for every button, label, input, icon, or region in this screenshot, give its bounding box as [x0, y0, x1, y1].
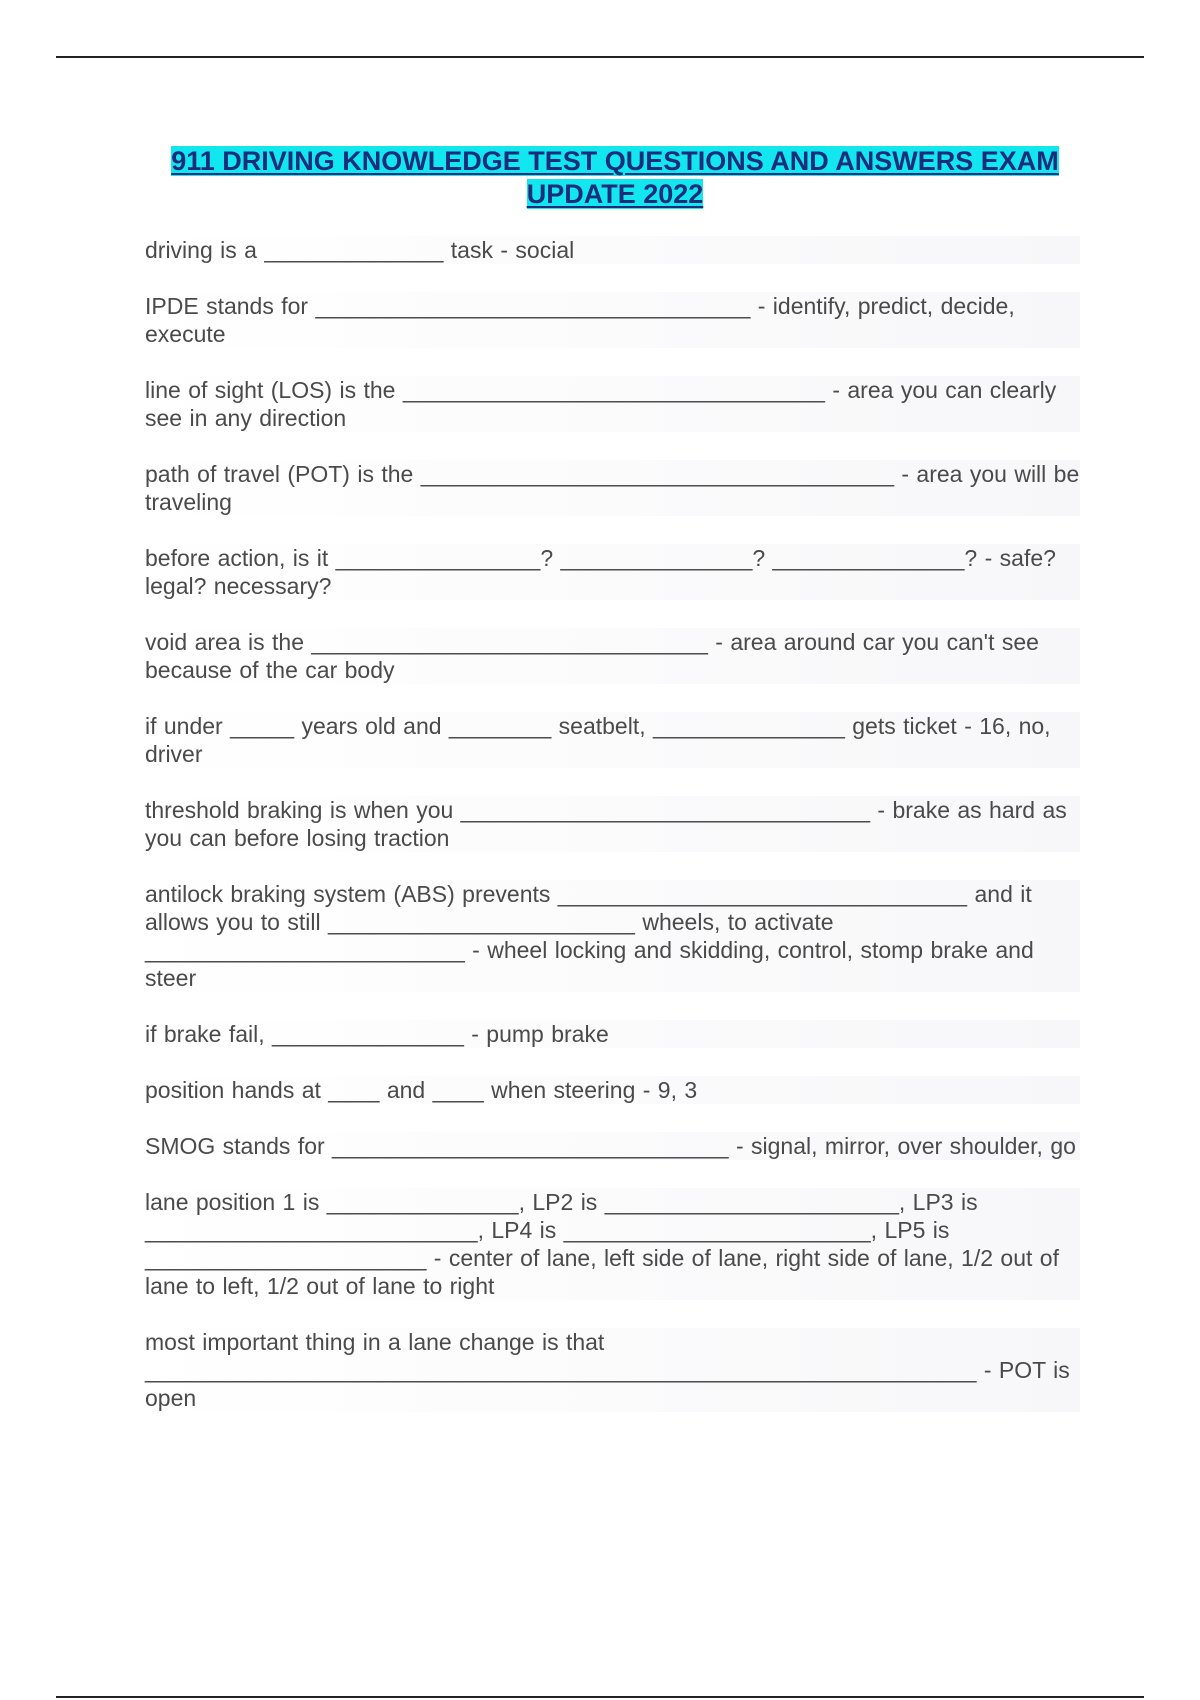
question-item: before action, is it ________________? _______________? _______________? - safe? legal? necessary?	[145, 544, 1080, 600]
question-item: if under _____ years old and ________ seatbelt, _______________ gets ticket - 16, no, driver	[145, 712, 1080, 768]
bottom-rule	[56, 1696, 1144, 1698]
question-item: IPDE stands for __________________________________ - identify, predict, decide, execute	[145, 292, 1080, 348]
question-item: driving is a ______________ task - social	[145, 236, 1080, 264]
question-item: path of travel (POT) is the _____________________________________ - area you will be traveling	[145, 461, 1080, 515]
top-rule	[56, 56, 1144, 58]
question-item: line of sight (LOS) is the _________________________________ - area you can clearly see in any direction	[145, 376, 1080, 432]
question-list	[145, 236, 1080, 1440]
question-item: antilock braking system (ABS) prevents ________________________________ and it allows you to still ________________________ wheels, to activate _________________________ - wheel locking and skidding, control, stomp brake and steer	[145, 880, 1080, 992]
question-item: void area is the _______________________________ - area around car you can't see because of the car body	[145, 628, 1080, 684]
question-item: lane position 1 is _______________, LP2 is _______________________, LP3 is __________________________, LP4 is ________________________, LP5 is ______________________ - center of lane, left side of lane, right side of lane, 1/2 out of lane to left, 1/2 out of lane to right	[145, 1188, 1080, 1300]
document-title-text: 911 DRIVING KNOWLEDGE TEST QUESTIONS AND ANSWERS EXAM UPDATE 2022	[171, 146, 1059, 209]
question-item: if brake fail, _______________ - pump brake	[145, 1020, 1080, 1048]
question-item: position hands at ____ and ____ when steering - 9, 3	[145, 1076, 1080, 1104]
question-item: SMOG stands for _______________________________ - signal, mirror, over shoulder, go	[145, 1132, 1080, 1160]
question-item: most important thing in a lane change is that _________________________________________________________________ - POT is open	[145, 1328, 1080, 1412]
question-item: threshold braking is when you ________________________________ - brake as hard as you can before losing traction	[145, 796, 1080, 852]
document-title	[145, 145, 1085, 211]
